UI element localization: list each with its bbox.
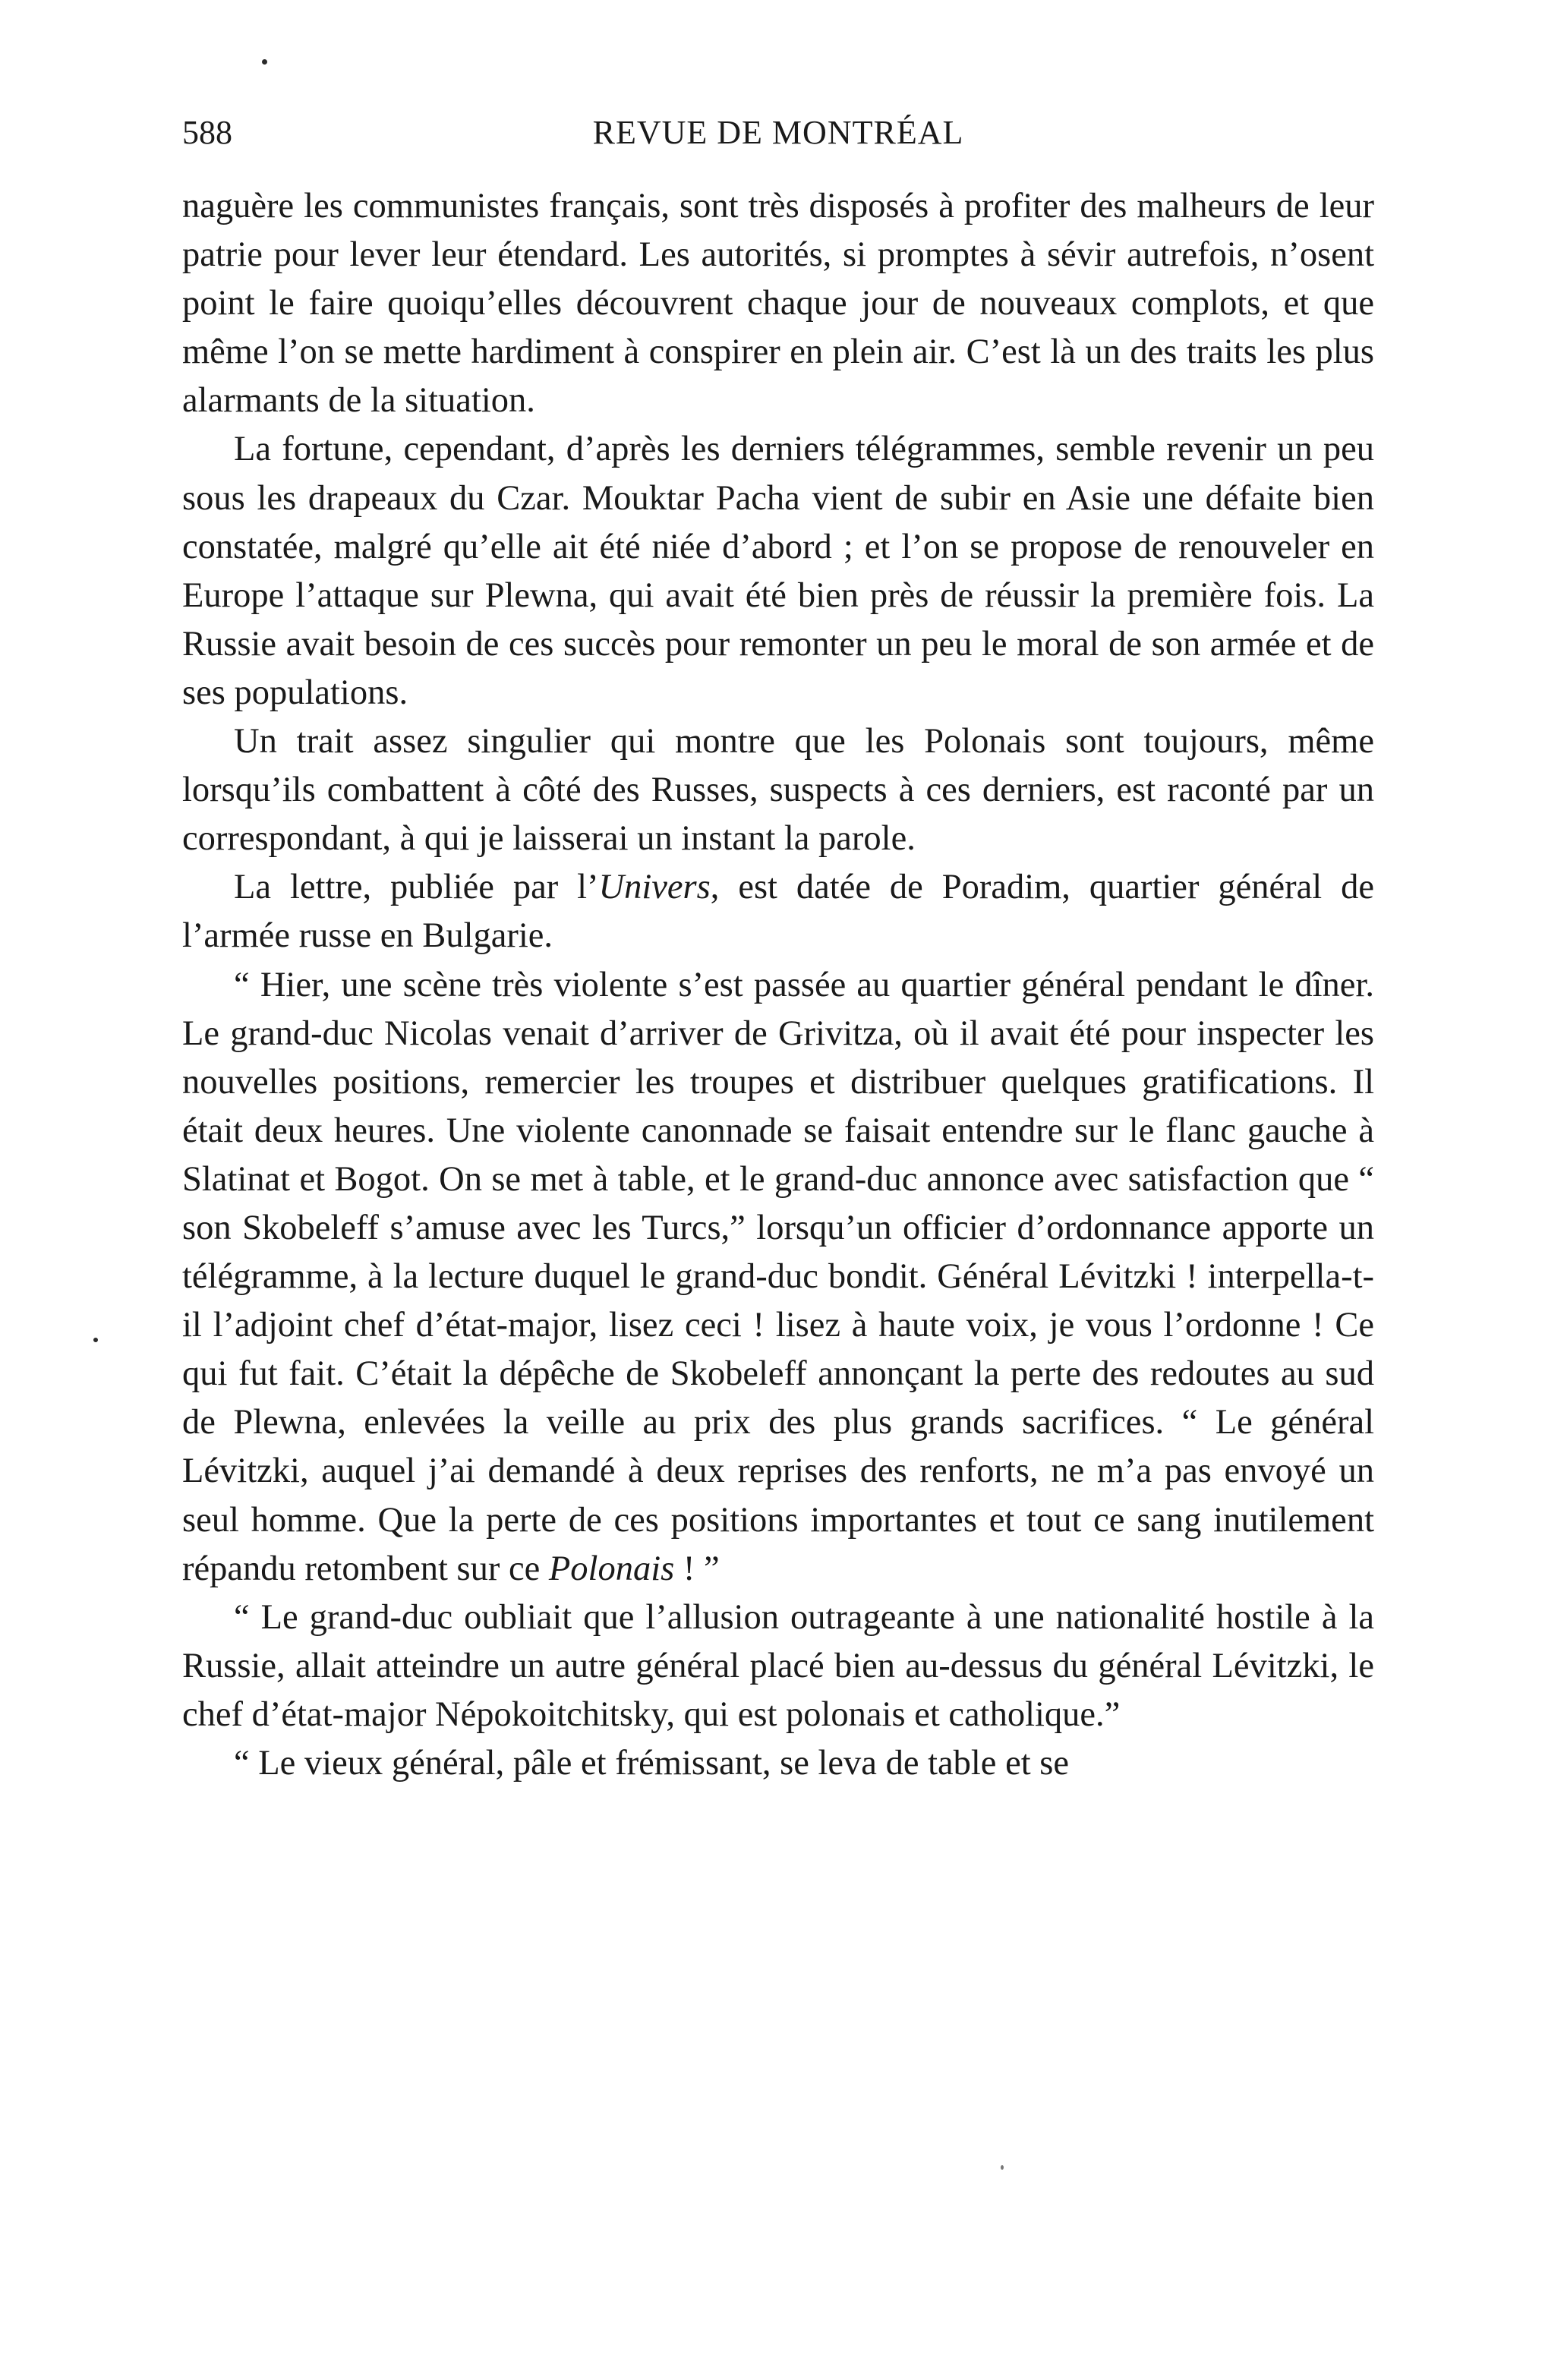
paragraph-text: Un trait assez singulier qui montre que les Polonais sont toujours, même lorsqu’ils combattent à côté des Russes, suspects à ces derniers, est raconté par un correspondant, à qui je laisserai un instant la parole. bbox=[182, 722, 1374, 859]
paragraph-text: “ Le grand-duc oubliait que l’allusion outrageante à une nationalité hostile à la Russie, allait atteindre un autre général placé bien au-dessus du général Lévitzki, le chef d’état-major Népokoitchitsky, qui est polonais et catholique.” bbox=[182, 1597, 1374, 1734]
paragraph bbox=[182, 182, 1374, 425]
ink-speck-margin bbox=[93, 1338, 98, 1342]
page-header bbox=[182, 106, 1374, 159]
paragraph-text: La fortune, cependant, d’après les derniers télégrammes, semble revenir un peu sous les drapeaux du Czar. Mouktar Pacha vient de subir en Asie une défaite bien constatée, malgré qu’elle ait été niée d’abord ; et l’on se propose de renouveler en Europe l’attaque sur Plewna, qui avait été bien près de réussir la première fois. La Russie avait besoin de ces succès pour remonter un peu le moral de son armée et de ses populations. bbox=[182, 430, 1374, 712]
paragraph bbox=[182, 1739, 1374, 1788]
paragraph bbox=[182, 1593, 1374, 1739]
paragraph bbox=[182, 961, 1374, 1593]
body-text bbox=[182, 182, 1374, 1788]
italic-text: Univers bbox=[598, 868, 711, 907]
ink-speck-bottom bbox=[1001, 2165, 1004, 2170]
paragraph-text: , est datée de Poradim, quartier général de l’armée russe en Bulgarie. bbox=[182, 868, 1374, 956]
paragraph-text: naguère les communistes français, sont très disposés à profiter des malheurs de leur patrie pour lever leur étendard. Les autorités, si promptes à sévir autrefois, n’osent point le faire quoiqu’elles découvrent chaque jour de nouveaux complots, et que même l’on se mette hardiment à conspirer en plein air. C’est là un des traits les plus alarmants de la situation. bbox=[182, 187, 1374, 421]
ink-speck-top bbox=[262, 59, 267, 65]
paragraph bbox=[182, 717, 1374, 863]
running-title: REVUE DE MONTRÉAL bbox=[592, 114, 964, 151]
italic-text: Polonais bbox=[548, 1549, 675, 1588]
paragraph-text: “ Le vieux général, pâle et frémissant, se leva de table et se bbox=[234, 1744, 1069, 1783]
paragraph bbox=[182, 425, 1374, 717]
paragraph-text: ! ” bbox=[674, 1549, 720, 1588]
paragraph-text: La lettre, publiée par l’ bbox=[234, 868, 599, 907]
page-number: 588 bbox=[182, 114, 232, 151]
paragraph-text: “ Hier, une scène très violente s’est passée au quartier général pendant le dîner. Le grand-duc Nicolas venait d’arriver de Grivitza, où il avait été pour inspecter les nouvelles positions, remercier les troupes et distribuer quelques gratifications. Il était deux heures. Une violente canonnade se faisait entendre sur le flanc gauche à Slatinat et Bogot. On se met à table, et le grand-duc annonce avec satisfaction que “ son Skobeleff s’amuse avec les Turcs,” lorsqu’un officier d’ordonnance apporte un télégramme, à la lecture duquel le grand-duc bondit. Général Lévitzki ! interpella-t-il l’adjoint chef d’état-major, lisez ceci ! lisez à haute voix, je vous l’ordonne ! Ce qui fut fait. C’était la dépêche de Skobeleff annonçant la perte des redoutes au sud de Plewna, enlevées la veille au prix des plus grands sacrifices. “ Le général Lévitzki, auquel j’ai demandé à deux reprises des renforts, ne m’a pas envoyé un seul homme. Que la perte de ces positions importantes et tout ce sang inutilement répandu retombent sur ce bbox=[182, 965, 1374, 1588]
paragraph bbox=[182, 863, 1374, 960]
